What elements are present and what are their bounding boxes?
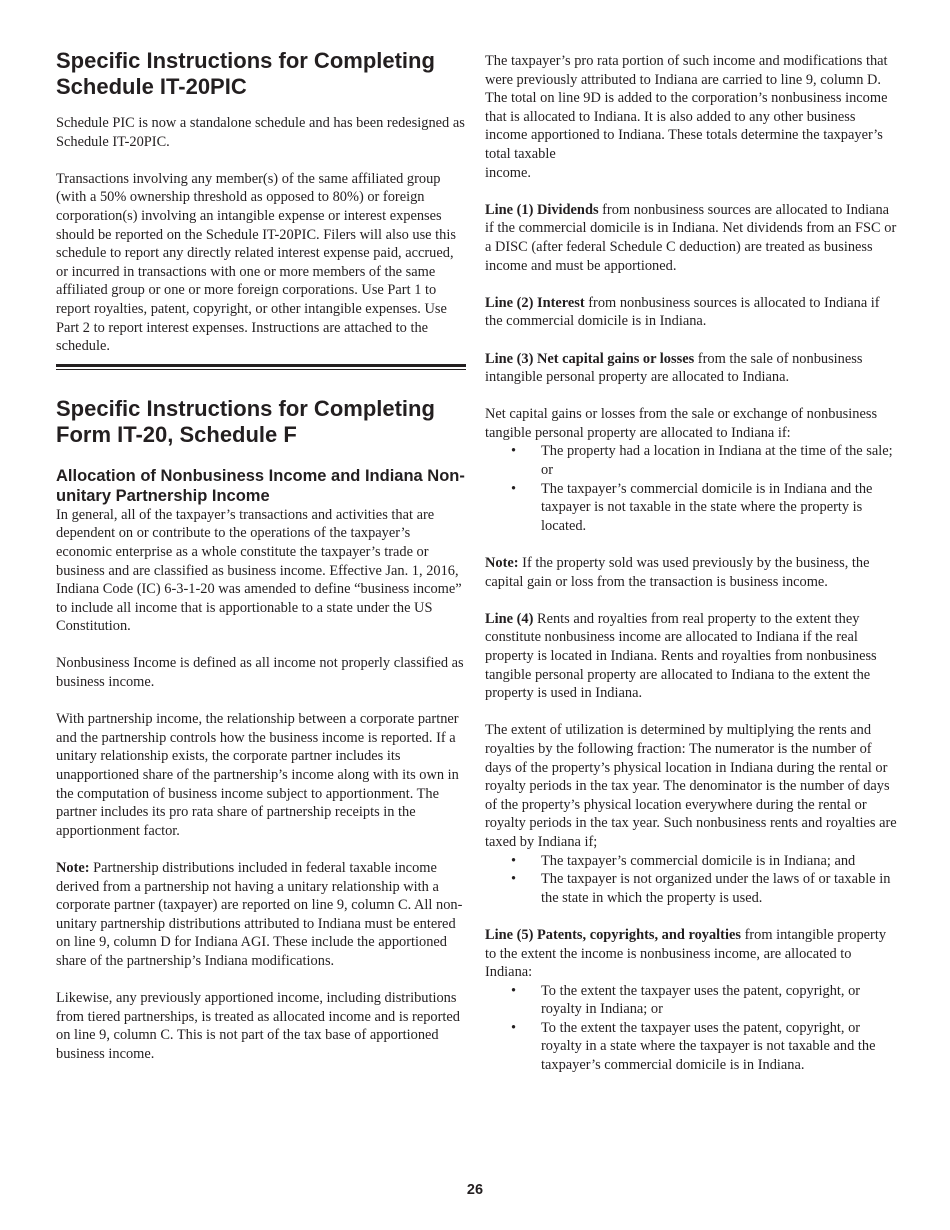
note-text: Partnership distributions included in federal taxable income derived from a partnership not having a unitary relationship with a corporate partner (taxpayer) are reported on line 9, column C. All non-unitary partnership distributions attributed to Indiana must be entered on line 9, column D for Indiana AGI. These include the apportioned share of the partnership’s Indiana modifications.	[56, 860, 463, 969]
patents-list	[485, 982, 897, 1075]
list-item: • The property had a location in Indiana at the time of the sale; or	[511, 443, 893, 479]
paragraph-utilization: The extent of utilization is determined by multiplying the rents and royalties by the following fraction: The numerator is the number of days of the property’s physical location in Indiana during the rental or royalty periods in the tax year. The denominator is the number of days of the property’s physical location everywhere during the rental or royalty periods in the tax year. Such nonbusiness rents and royalties are taxed by Indiana if;	[485, 722, 897, 850]
line4-text: Rents and royalties from real property to the extent they constitute nonbusiness income are allocated to Indiana if the real property is located in Indiana. Rents and royalties from nonbusiness tangible personal property are allocated to Indiana to the extent the property is used in Indiana.	[485, 610, 877, 702]
line2-text: from nonbusiness sources is allocated to Indiana if the commercial domicile is in Indiana.	[485, 294, 880, 330]
line3-text: from the sale of nonbusiness intangible personal property are allocated to Indiana.	[485, 350, 863, 386]
note-label: Note:	[485, 555, 519, 572]
line3-label: Line (3) Net capital gains or losses	[485, 350, 695, 367]
paragraph-nonbusiness-definition: Nonbusiness Income is defined as all income not properly classified as business income.	[56, 655, 464, 691]
list-item: • To the extent the taxpayer uses the patent, copyright, or royalty in a state where the taxpayer is not taxable and the taxpayer’s commercial domicile is in Indiana.	[511, 1019, 876, 1074]
bullet-icon: •	[511, 480, 517, 497]
bullet-icon: •	[511, 1019, 517, 1036]
list-item: • The taxpayer’s commercial domicile is in Indiana; and	[511, 852, 856, 869]
heading-schedule-f: Specific Instructions for Completing Form IT-20, Schedule F	[56, 395, 435, 447]
left-column	[56, 48, 466, 1082]
paragraph-pic-standalone: Schedule PIC is now a standalone schedule and has been redesigned as Schedule IT-20PIC.	[56, 115, 465, 150]
paragraph-previously-apportioned: Likewise, any previously apportioned income, including distributions from tiered partnerships, is treated as allocated income and is reported on line 9, column C. This is not part of the tax base of apportioned business income.	[56, 990, 460, 1062]
list-item: • The taxpayer’s commercial domicile is in Indiana and the taxpayer is not taxable in the state where the property is located.	[511, 480, 873, 534]
capital-gains-list	[485, 442, 897, 535]
list-item: • The taxpayer is not organized under the laws of or taxable in the state in which the property is used.	[511, 871, 891, 906]
bullet-icon: •	[511, 982, 517, 999]
line5-label: Line (5) Patents, copyrights, and royalties	[485, 926, 741, 943]
heading-allocation-nonbusiness: Allocation of Nonbusiness Income and Indiana Non-unitary Partnership Income	[56, 466, 465, 505]
paragraph-line4-rents	[485, 610, 897, 703]
utilization-list	[485, 852, 897, 908]
paragraph-pro-rata	[485, 52, 897, 182]
bullet-icon: •	[511, 852, 517, 869]
line2-label: Line (2) Interest	[485, 294, 585, 311]
paragraph-line3-capital-gains	[485, 350, 897, 387]
paragraph-line1-dividends	[485, 201, 897, 275]
paragraph-business-income: In general, all of the taxpayer’s transactions and activities that are dependent on or contribute to the operations of the taxpayer’s economic enterprise as a whole constitute the taxpayer’s trade or business and are classified as business income. Effective Jan. 1, 2016, Indiana Code (IC) 6-3-1-20 was amended to define “business income” to include all income that is apportionable to a state under the US Constitution.	[56, 506, 462, 635]
right-column	[485, 52, 897, 1093]
section-divider	[56, 364, 466, 370]
note-label: Note:	[56, 860, 90, 876]
heading-schedule-it20pic: Specific Instructions for Completing Schedule IT-20PIC	[56, 48, 435, 99]
line1-label: Line (1) Dividends	[485, 201, 599, 218]
pro-rata-end: income.	[485, 164, 531, 181]
paragraph-line5-patents	[485, 926, 897, 982]
paragraph-line2-interest	[485, 294, 897, 331]
paragraph-capital-gains-intro: Net capital gains or losses from the sale or exchange of nonbusiness tangible personal property are allocated to Indiana if:	[485, 406, 878, 441]
bullet-icon: •	[511, 871, 517, 888]
paragraph-partnership-income: With partnership income, the relationship between a corporate partner and the partnership controls how the business income is reported. If a unitary relationship exists, the corporate partner includes its unapportioned share of the partnership’s income along with its own in the computation of business income subject to apportionment. The partner includes its pro rata share of partnership receipts in the apportionment factor.	[56, 711, 459, 839]
paragraph-property-note	[485, 554, 897, 591]
line5-text: from intangible property to the extent the income is nonbusiness income, are allocated to Indiana:	[485, 926, 887, 981]
note-text: If the property sold was used previously by the business, the capital gain or loss from the transaction is business income.	[485, 555, 870, 590]
line1-text: from nonbusiness sources are allocated to Indiana if the commercial domicile is in Indiana. Net dividends from an FSC or a DISC (after federal Schedule C deduction) are treated as business income and must be apportioned.	[485, 201, 897, 274]
paragraph-partnership-note	[56, 859, 466, 971]
list-item: • To the extent the taxpayer uses the patent, copyright, or royalty in Indiana; or	[511, 982, 861, 1018]
paragraph-pic-transactions: Transactions involving any member(s) of the same affiliated group (with a 50% ownership threshold as opposed to 80%) or foreign corporation(s) involving an intangible expense or interest expenses should be reported on the Schedule IT-20PIC. Filers will also use this schedule to report any directly related interest expense paid, accrued, or incurred in transactions with one or more members of the same affiliated group or one or more foreign corporations. Use Part 1 to report royalties, patent, copyright, or other intangible expenses. Use Part 2 to report interest expenses. Instructions are attached to the schedule.	[56, 170, 456, 355]
page-number: 26	[466, 1182, 484, 1198]
pro-rata-text: The taxpayer’s pro rata portion of such income and modifications that were previously attributed to Indiana are carried to line 9, column D. The total on line 9D is added to the corporation’s nonbusiness income that is allocated to Indiana. It is also added to any other business income apportioned to Indiana. These totals determine the taxpayer’s total taxable	[485, 53, 888, 162]
line4-label: Line (4)	[485, 610, 534, 627]
bullet-icon: •	[511, 443, 517, 460]
